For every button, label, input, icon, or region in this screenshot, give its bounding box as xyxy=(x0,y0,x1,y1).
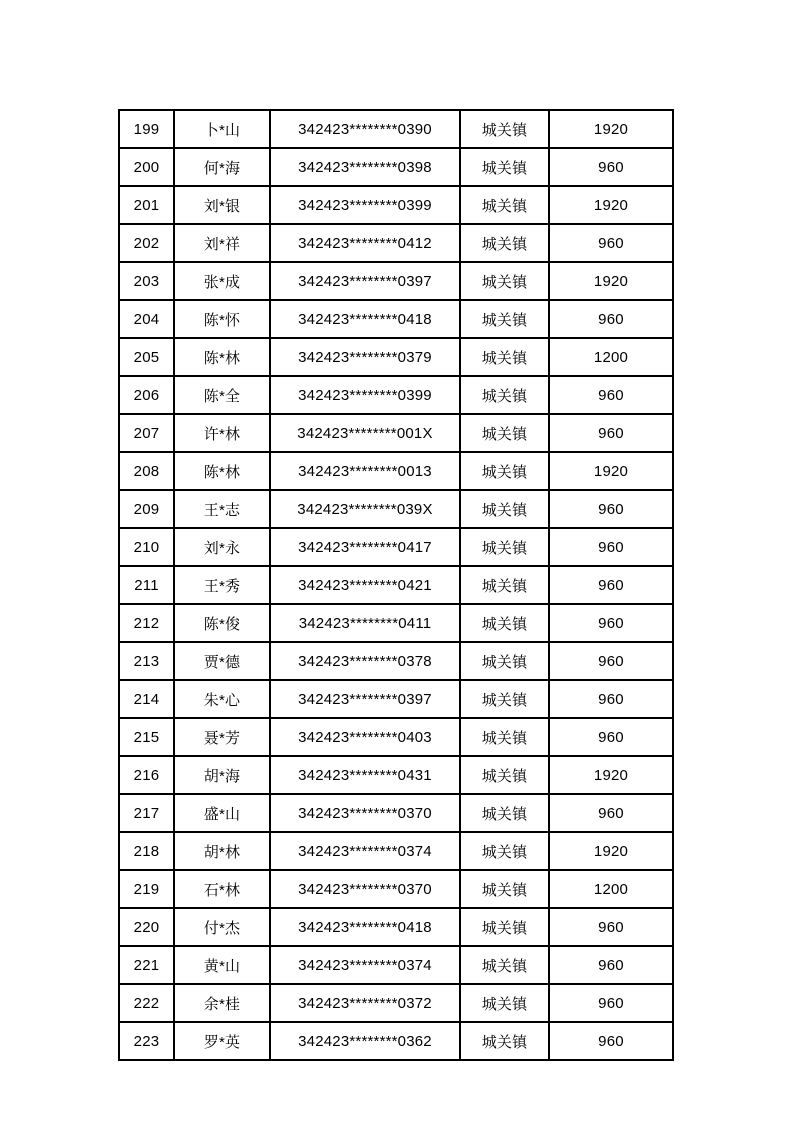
cell-seq: 223 xyxy=(119,1022,174,1060)
cell-seq: 202 xyxy=(119,224,174,262)
table-row xyxy=(119,946,673,984)
cell-town: 城关镇 xyxy=(460,604,549,642)
cell-town: 城关镇 xyxy=(460,376,549,414)
cell-amount: 960 xyxy=(549,490,673,528)
cell-town: 城关镇 xyxy=(460,908,549,946)
cell-name: 付*杰 xyxy=(174,908,270,946)
cell-name: 陈*全 xyxy=(174,376,270,414)
table-row xyxy=(119,832,673,870)
table-row xyxy=(119,1022,673,1060)
cell-seq: 201 xyxy=(119,186,174,224)
cell-seq: 206 xyxy=(119,376,174,414)
cell-id: 342423********0374 xyxy=(270,946,460,984)
cell-amount: 960 xyxy=(549,300,673,338)
cell-id: 342423********0412 xyxy=(270,224,460,262)
cell-amount: 960 xyxy=(549,642,673,680)
cell-seq: 216 xyxy=(119,756,174,794)
cell-town: 城关镇 xyxy=(460,718,549,756)
cell-name: 胡*林 xyxy=(174,832,270,870)
cell-seq: 199 xyxy=(119,110,174,148)
cell-town: 城关镇 xyxy=(460,262,549,300)
table-row xyxy=(119,718,673,756)
cell-seq: 215 xyxy=(119,718,174,756)
cell-town: 城关镇 xyxy=(460,1022,549,1060)
cell-town: 城关镇 xyxy=(460,414,549,452)
cell-amount: 960 xyxy=(549,414,673,452)
cell-seq: 217 xyxy=(119,794,174,832)
cell-seq: 203 xyxy=(119,262,174,300)
cell-id: 342423********0374 xyxy=(270,832,460,870)
cell-amount: 960 xyxy=(549,224,673,262)
cell-amount: 1200 xyxy=(549,338,673,376)
table-row xyxy=(119,262,673,300)
cell-id: 342423********0431 xyxy=(270,756,460,794)
table-row xyxy=(119,794,673,832)
cell-amount: 1920 xyxy=(549,756,673,794)
cell-town: 城关镇 xyxy=(460,680,549,718)
table-row xyxy=(119,376,673,414)
cell-amount: 1920 xyxy=(549,452,673,490)
cell-amount: 960 xyxy=(549,528,673,566)
cell-town: 城关镇 xyxy=(460,148,549,186)
cell-amount: 960 xyxy=(549,148,673,186)
cell-seq: 219 xyxy=(119,870,174,908)
cell-amount: 960 xyxy=(549,376,673,414)
cell-town: 城关镇 xyxy=(460,756,549,794)
cell-id: 342423********0378 xyxy=(270,642,460,680)
cell-name: 黄*山 xyxy=(174,946,270,984)
cell-town: 城关镇 xyxy=(460,224,549,262)
cell-seq: 221 xyxy=(119,946,174,984)
cell-id: 342423********001X xyxy=(270,414,460,452)
cell-town: 城关镇 xyxy=(460,300,549,338)
cell-amount: 960 xyxy=(549,1022,673,1060)
cell-name: 刘*银 xyxy=(174,186,270,224)
table-row xyxy=(119,224,673,262)
table-row xyxy=(119,984,673,1022)
cell-amount: 960 xyxy=(549,908,673,946)
table-row xyxy=(119,110,673,148)
cell-name: 罗*英 xyxy=(174,1022,270,1060)
table-row xyxy=(119,642,673,680)
cell-town: 城关镇 xyxy=(460,794,549,832)
cell-name: 胡*海 xyxy=(174,756,270,794)
cell-seq: 218 xyxy=(119,832,174,870)
roster-table xyxy=(118,109,674,1061)
cell-id: 342423********0399 xyxy=(270,376,460,414)
cell-seq: 212 xyxy=(119,604,174,642)
table-row xyxy=(119,604,673,642)
cell-name: 盛*山 xyxy=(174,794,270,832)
cell-seq: 220 xyxy=(119,908,174,946)
cell-amount: 1920 xyxy=(549,262,673,300)
cell-name: 陈*林 xyxy=(174,338,270,376)
cell-id: 342423********0370 xyxy=(270,870,460,908)
cell-town: 城关镇 xyxy=(460,984,549,1022)
table-row xyxy=(119,908,673,946)
table-row xyxy=(119,186,673,224)
cell-name: 何*海 xyxy=(174,148,270,186)
cell-seq: 200 xyxy=(119,148,174,186)
cell-seq: 208 xyxy=(119,452,174,490)
cell-town: 城关镇 xyxy=(460,110,549,148)
cell-amount: 1920 xyxy=(549,832,673,870)
cell-id: 342423********0418 xyxy=(270,908,460,946)
cell-amount: 1920 xyxy=(549,110,673,148)
cell-name: 刘*祥 xyxy=(174,224,270,262)
cell-town: 城关镇 xyxy=(460,832,549,870)
cell-name: 余*桂 xyxy=(174,984,270,1022)
table-row xyxy=(119,338,673,376)
cell-amount: 1200 xyxy=(549,870,673,908)
cell-town: 城关镇 xyxy=(460,642,549,680)
cell-name: 陈*俊 xyxy=(174,604,270,642)
cell-id: 342423********0379 xyxy=(270,338,460,376)
cell-seq: 213 xyxy=(119,642,174,680)
cell-seq: 222 xyxy=(119,984,174,1022)
cell-amount: 1920 xyxy=(549,186,673,224)
table-row xyxy=(119,870,673,908)
cell-seq: 210 xyxy=(119,528,174,566)
table-row xyxy=(119,756,673,794)
cell-id: 342423********0013 xyxy=(270,452,460,490)
cell-name: 许*林 xyxy=(174,414,270,452)
cell-name: 贾*德 xyxy=(174,642,270,680)
cell-town: 城关镇 xyxy=(460,186,549,224)
cell-id: 342423********0417 xyxy=(270,528,460,566)
cell-name: 陈*怀 xyxy=(174,300,270,338)
cell-name: 聂*芳 xyxy=(174,718,270,756)
cell-town: 城关镇 xyxy=(460,946,549,984)
table-row xyxy=(119,414,673,452)
cell-amount: 960 xyxy=(549,718,673,756)
cell-seq: 209 xyxy=(119,490,174,528)
cell-town: 城关镇 xyxy=(460,566,549,604)
cell-amount: 960 xyxy=(549,794,673,832)
table-row xyxy=(119,148,673,186)
cell-name: 刘*永 xyxy=(174,528,270,566)
cell-amount: 960 xyxy=(549,946,673,984)
cell-town: 城关镇 xyxy=(460,452,549,490)
table-row xyxy=(119,680,673,718)
cell-amount: 960 xyxy=(549,604,673,642)
table-row xyxy=(119,452,673,490)
cell-name: 朱*心 xyxy=(174,680,270,718)
cell-id: 342423********0418 xyxy=(270,300,460,338)
cell-id: 342423********0421 xyxy=(270,566,460,604)
cell-seq: 211 xyxy=(119,566,174,604)
table-body xyxy=(119,110,673,1060)
cell-name: 王*志 xyxy=(174,490,270,528)
cell-id: 342423********0398 xyxy=(270,148,460,186)
cell-id: 342423********0372 xyxy=(270,984,460,1022)
cell-id: 342423********0362 xyxy=(270,1022,460,1060)
cell-town: 城关镇 xyxy=(460,528,549,566)
table-row xyxy=(119,490,673,528)
table-row xyxy=(119,528,673,566)
cell-id: 342423********0399 xyxy=(270,186,460,224)
cell-name: 王*秀 xyxy=(174,566,270,604)
cell-amount: 960 xyxy=(549,984,673,1022)
cell-name: 陈*林 xyxy=(174,452,270,490)
cell-town: 城关镇 xyxy=(460,338,549,376)
cell-seq: 214 xyxy=(119,680,174,718)
cell-id: 342423********039X xyxy=(270,490,460,528)
cell-id: 342423********0403 xyxy=(270,718,460,756)
table-row xyxy=(119,566,673,604)
cell-name: 卜*山 xyxy=(174,110,270,148)
cell-seq: 207 xyxy=(119,414,174,452)
cell-id: 342423********0411 xyxy=(270,604,460,642)
cell-name: 石*林 xyxy=(174,870,270,908)
cell-town: 城关镇 xyxy=(460,490,549,528)
cell-seq: 205 xyxy=(119,338,174,376)
cell-town: 城关镇 xyxy=(460,870,549,908)
cell-amount: 960 xyxy=(549,566,673,604)
cell-seq: 204 xyxy=(119,300,174,338)
cell-id: 342423********0397 xyxy=(270,262,460,300)
cell-id: 342423********0390 xyxy=(270,110,460,148)
cell-amount: 960 xyxy=(549,680,673,718)
cell-id: 342423********0370 xyxy=(270,794,460,832)
table-row xyxy=(119,300,673,338)
cell-id: 342423********0397 xyxy=(270,680,460,718)
cell-name: 张*成 xyxy=(174,262,270,300)
